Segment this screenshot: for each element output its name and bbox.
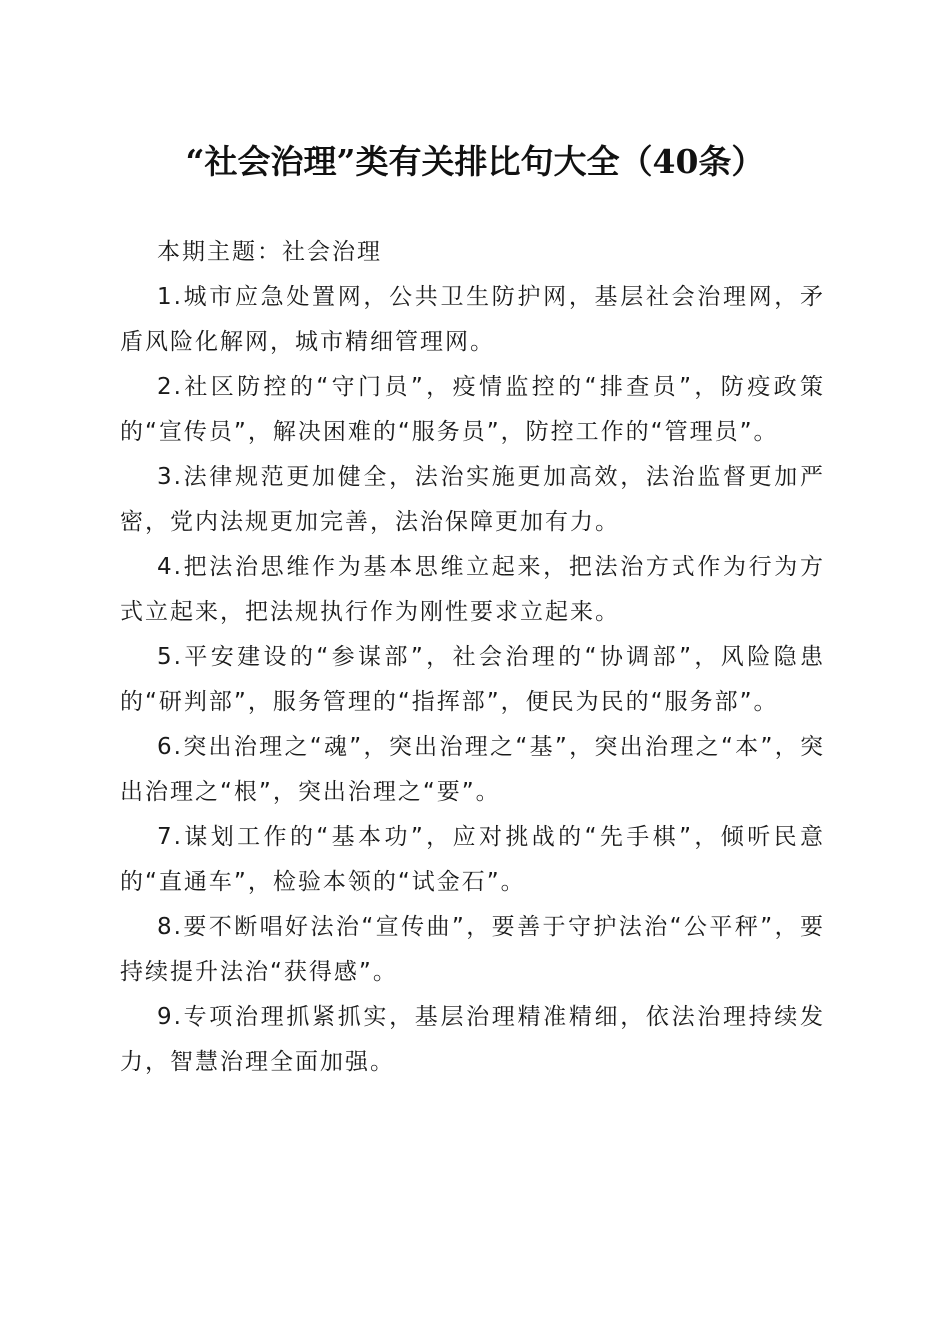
list-item: 2.社区防控的“守门员”，疫情监控的“排查员”，防疫政策的“宣传员”，解决困难的“服务员”，防控工作的“管理员”。 bbox=[120, 374, 825, 445]
document-body bbox=[120, 230, 825, 1085]
list-item: 8.要不断唱好法治“宣传曲”，要善于守护法治“公平秤”，要持续提升法治“获得感”。 bbox=[120, 914, 825, 985]
list-item: 7.谋划工作的“基本功”，应对挑战的“先手棋”，倾听民意的“直通车”，检验本领的“试金石”。 bbox=[120, 824, 825, 895]
list-item: 5.平安建设的“参谋部”，社会治理的“协调部”，风险隐患的“研判部”，服务管理的“指挥部”，便民为民的“服务部”。 bbox=[120, 644, 825, 715]
list-item: 3.法律规范更加健全，法治实施更加高效，法治监督更加严密，党内法规更加完善，法治保障更加有力。 bbox=[120, 464, 825, 535]
topic-line: 本期主题：社会治理 bbox=[157, 239, 382, 265]
list-item: 4.把法治思维作为基本思维立起来，把法治方式作为行为方式立起来，把法规执行作为刚性要求立起来。 bbox=[120, 554, 825, 625]
list-item: 6.突出治理之“魂”，突出治理之“基”，突出治理之“本”，突出治理之“根”，突出治理之“要”。 bbox=[120, 734, 825, 805]
list-item: 9.专项治理抓紧抓实，基层治理精准精细，依法治理持续发力，智慧治理全面加强。 bbox=[120, 1004, 825, 1075]
document-title: “社会治理”类有关排比句大全（40条） bbox=[185, 142, 765, 181]
list-item: 1.城市应急处置网，公共卫生防护网，基层社会治理网，矛盾风险化解网，城市精细管理网。 bbox=[120, 284, 825, 355]
